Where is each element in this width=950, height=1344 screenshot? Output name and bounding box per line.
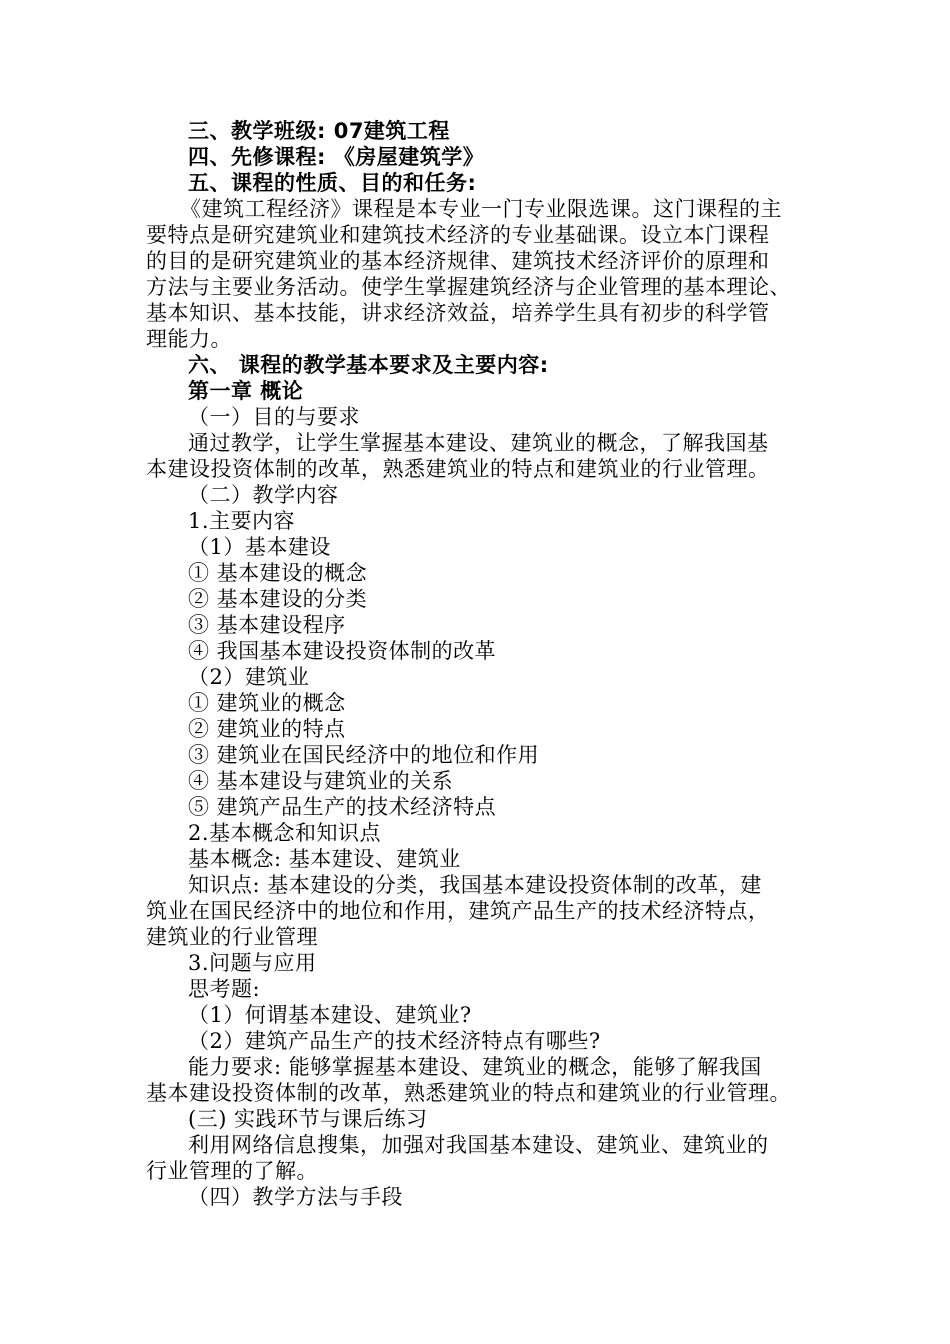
list-heading: 1.主要内容 [188,509,296,533]
list-heading: 3.问题与应用 [188,951,317,975]
paragraph-line: 筑业在国民经济中的地位和作用，建筑产品生产的技术经济特点， [146,899,770,923]
list-item: ⑤ 建筑产品生产的技术经济特点 [188,795,497,819]
paragraph-line: 知识点: 基本建设的分类，我国基本建设投资体制的改革，建 [188,873,762,897]
list-heading: （2）建筑业 [188,665,310,689]
paragraph-line: 要特点是研究建筑业和建筑技术经济的专业基础课。设立本门课程 [146,223,770,247]
chapter-1-heading: 第一章 概论 [188,379,304,403]
list-heading: （1）基本建设 [188,535,331,559]
paragraph-line: 基本建设投资体制的改革，熟悉建筑业的特点和建筑业的行业管理。 [146,1081,791,1105]
paragraph-line: 的目的是研究建筑业的基本经济规律、建筑技术经济评价的原理和 [146,249,770,273]
subsection-heading: （一）目的与要求 [188,405,360,429]
section-3-heading: 三、教学班级: 07建筑工程 [188,119,450,143]
list-item: ① 基本建设的概念 [188,561,368,585]
list-item: ② 基本建设的分类 [188,587,368,611]
list-heading: 2.基本概念和知识点 [188,821,382,845]
paragraph-line: 行业管理的了解。 [146,1159,318,1183]
paragraph-line: 《建筑工程经济》课程是本专业一门专业限选课。这门课程的主 [180,197,782,221]
paragraph-line: 方法与主要业务活动。使学生掌握建筑经济与企业管理的基本理论、 [146,275,791,299]
subsection-heading: （四）教学方法与手段 [188,1185,403,1209]
paragraph-line: 理能力。 [146,327,232,351]
section-5-heading: 五、课程的性质、目的和任务: [188,171,477,195]
list-item: ① 建筑业的概念 [188,691,346,715]
paragraph-line: 本建设投资体制的改革，熟悉建筑业的特点和建筑业的行业管理。 [146,457,770,481]
section-6-heading: 六、 课程的教学基本要求及主要内容: [188,353,549,377]
paragraph-line: 利用网络信息搜集，加强对我国基本建设、建筑业、建筑业的 [188,1133,769,1157]
question-item: （1）何谓基本建设、建筑业? [188,1003,472,1027]
list-item: ② 建筑业的特点 [188,717,346,741]
section-4-heading: 四、先修课程: 《房屋建筑学》 [188,145,485,169]
list-item: ④ 我国基本建设投资体制的改革 [188,639,497,663]
paragraph-line: 基本概念: 基本建设、建筑业 [188,847,461,871]
list-item: ③ 基本建设程序 [188,613,346,637]
paragraph-line: 建筑业的行业管理 [146,925,318,949]
list-item: ④ 基本建设与建筑业的关系 [188,769,454,793]
subsection-heading: （二）教学内容 [188,483,339,507]
list-item: ③ 建筑业在国民经济中的地位和作用 [188,743,540,767]
paragraph-line: 通过教学，让学生掌握基本建设、建筑业的概念，了解我国基 [188,431,769,455]
paragraph-line: 思考题: [188,977,261,1001]
subsection-heading: (三) 实践环节与课后练习 [188,1107,428,1131]
question-item: （2）建筑产品生产的技术经济特点有哪些? [188,1029,601,1053]
paragraph-line: 能力要求: 能够掌握基本建设、建筑业的概念，能够了解我国 [188,1055,762,1079]
paragraph-line: 基本知识、基本技能，讲求经济效益，培养学生具有初步的科学管 [146,301,770,325]
